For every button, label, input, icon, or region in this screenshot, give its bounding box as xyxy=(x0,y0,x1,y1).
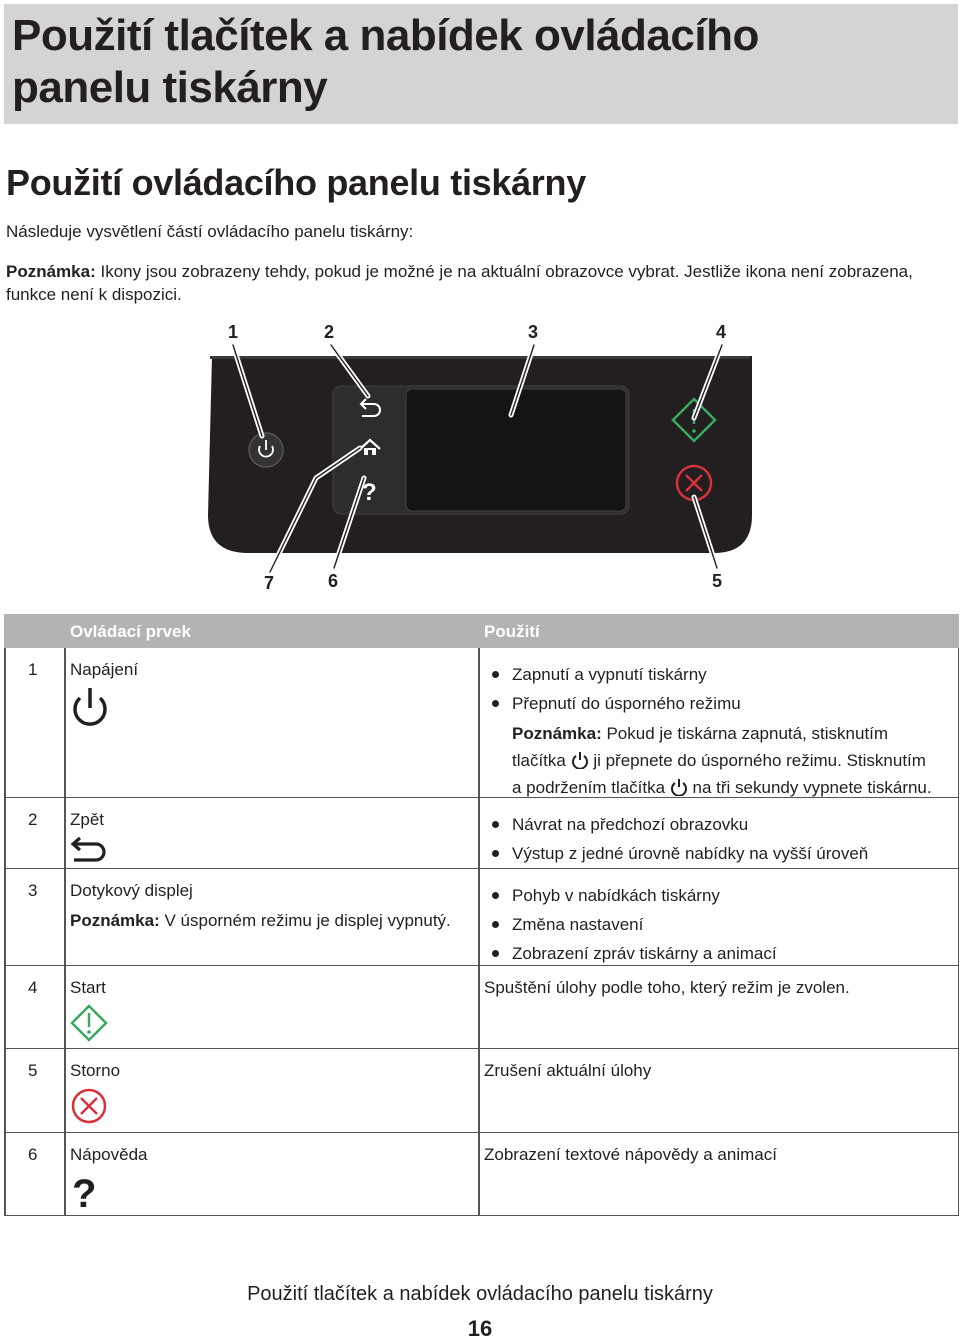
note-top: Poznámka: Ikony jsou zobrazeny tehdy, pokud je možné je na aktuální obrazovce vybrat. Jestliže ikona není zobrazena, funkce není k dispozici. xyxy=(6,262,913,304)
callout-2: 2 xyxy=(324,322,335,342)
list-item: Návrat na předchozí obrazovku xyxy=(484,810,954,839)
power-icon xyxy=(571,751,589,769)
power-icon xyxy=(670,778,688,796)
callout-6: 6 xyxy=(328,571,339,591)
start-icon xyxy=(70,1004,108,1042)
table-row: 6 Nápověda ? Zobrazení textové nápovědy a animací xyxy=(4,1133,959,1216)
callout-5: 5 xyxy=(712,571,723,591)
header-control: Ovládací prvek xyxy=(70,622,191,641)
table-row: 4 Start Spuštění úlohy podle toho, který režim je zvolen. xyxy=(4,966,959,1049)
power-icon xyxy=(70,686,110,730)
section-title: Použití ovládacího panelu tiskárny xyxy=(6,162,586,203)
controls-table xyxy=(4,614,959,1216)
panel-edge-highlight xyxy=(210,356,750,359)
table-header xyxy=(4,614,959,648)
intro-text: Následuje vysvětlení částí ovládacího panelu tiskárny: xyxy=(6,222,414,241)
page-number: 16 xyxy=(467,1316,493,1341)
power-button[interactable] xyxy=(249,433,283,467)
footer-title: Použití tlačítek a nabídek ovládacího panelu tiskárny xyxy=(247,1283,713,1305)
list-item: Zapnutí a vypnutí tiskárny xyxy=(484,660,954,689)
callout-3: 3 xyxy=(528,322,539,342)
table-row: 3 Dotykový displej Poznámka: V úsporném režimu je displej vypnutý. Pohyb v nabídkách tiskárny Změna nastavení Zobrazení zpráv tiskárny a animací xyxy=(4,869,959,966)
help-icon xyxy=(70,1171,100,1211)
list-item: Zobrazení zpráv tiskárny a animací xyxy=(484,939,954,968)
row-note: Poznámka: Pokud je tiskárna zapnutá, stisknutím tlačítka ji přepnete do úsporného režimu. Stisknutím a podržením tlačítka na tři sekundy vypnete tiskárnu. xyxy=(512,724,932,797)
table-row: 1 Napájení Zapnutí a vypnutí tiskárny Přepnutí do úsporného režimu Poznámka: Pokud je tiskárna zapnutá, stisknutím tlačítka ji přepnete do úsporného režimu. Stisknutím a podržením tlačítka na tři sekundy vypnete tiskárnu. xyxy=(4,648,959,798)
callout-1: 1 xyxy=(228,322,239,342)
list-item: Výstup z jedné úrovně nabídky na vyšší úroveň xyxy=(484,839,954,868)
chapter-header xyxy=(4,4,958,124)
svg-text:?: ? xyxy=(72,1172,97,1211)
table-row: 5 Storno Zrušení aktuální úlohy xyxy=(4,1049,959,1133)
chapter-title: Použití tlačítek a nabídek ovládacího panelu tiskárny xyxy=(12,11,759,112)
back-icon xyxy=(70,836,108,864)
cancel-icon xyxy=(70,1087,108,1125)
help-icon[interactable]: ? xyxy=(362,479,377,506)
list-item: Přepnutí do úsporného režimu xyxy=(484,689,954,718)
table-row: 2 Zpět Návrat na předchozí obrazovku Výstup z jedné úrovně nabídky na vyšší úroveň xyxy=(4,798,959,869)
row-note: Poznámka: V úsporném režimu je displej vypnutý. xyxy=(70,911,451,930)
list-item: Změna nastavení xyxy=(484,910,954,939)
list-item: Pohyb v nabídkách tiskárny xyxy=(484,881,954,910)
callout-4: 4 xyxy=(716,322,727,342)
control-panel-diagram xyxy=(0,315,960,605)
callout-7: 7 xyxy=(264,573,275,593)
header-usage: Použití xyxy=(484,622,540,641)
